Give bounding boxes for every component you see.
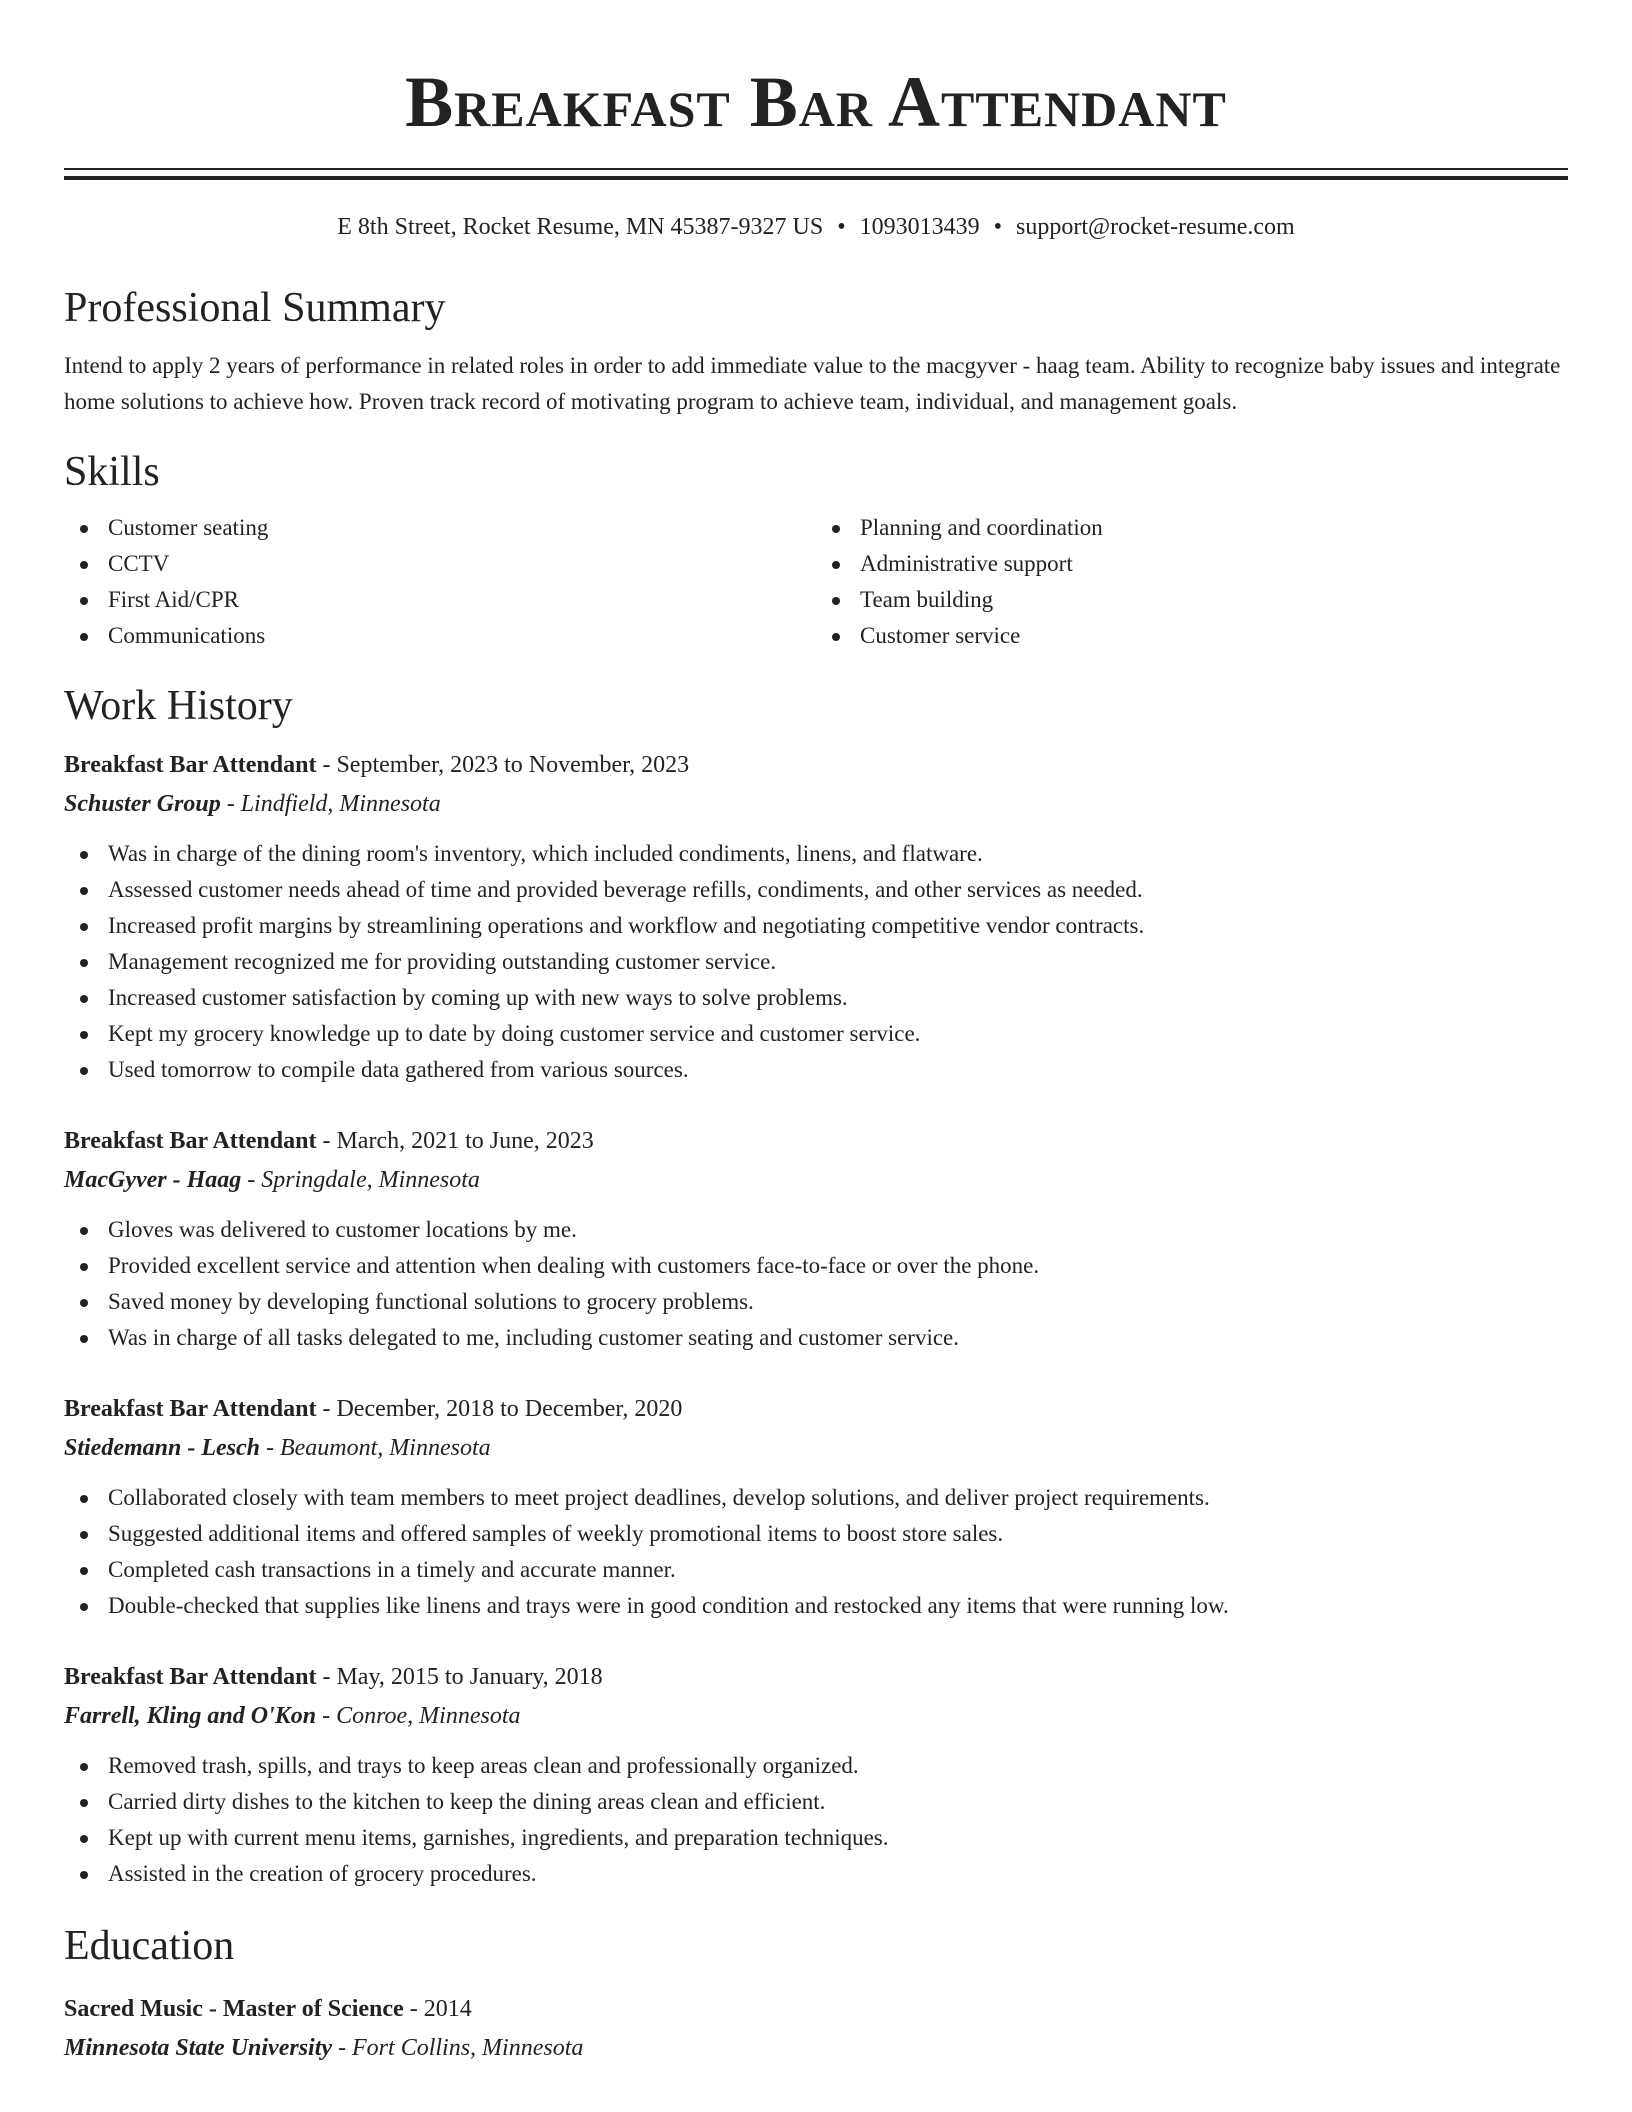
- job-bullet: Used tomorrow to compile data gathered from various sources.: [64, 1052, 1568, 1088]
- education-degree-line: [64, 1990, 1568, 2028]
- job-bullet: Suggested additional items and offered samples of weekly promotional items to boost store sales.: [64, 1516, 1568, 1552]
- skill-item: First Aid/CPR: [64, 582, 816, 618]
- skill-item: Communications: [64, 618, 816, 654]
- job-dates: - May, 2015 to January, 2018: [316, 1664, 603, 1690]
- job-bullet: Removed trash, spills, and trays to keep areas clean and professionally organized.: [64, 1748, 1568, 1784]
- job-title-line: [64, 1122, 1568, 1160]
- job-title: Breakfast Bar Attendant: [64, 752, 317, 778]
- work-history-heading: Work History: [64, 683, 293, 729]
- job-bullet: Provided excellent service and attention when dealing with customers face-to-face or over the phone.: [64, 1248, 1568, 1284]
- education-year: - 2014: [403, 1996, 472, 2022]
- job-bullets: [64, 1748, 1568, 1892]
- job-company: Schuster Group: [64, 791, 221, 817]
- skill-item: Administrative support: [816, 546, 1568, 582]
- job-location: - Beaumont, Minnesota: [260, 1435, 491, 1461]
- job-dates: - March, 2021 to June, 2023: [316, 1128, 594, 1154]
- summary-text: Intend to apply 2 years of performance in related roles in order to add immediate value to the macgyver - haag team. Ability to recognize baby issues and integrate home solutions to achieve how. Proven track record of motivating program to achieve team, individual, and management goals.: [64, 353, 1561, 414]
- education-entry: [64, 1990, 1568, 2068]
- job-bullet: Assisted in the creation of grocery procedures.: [64, 1856, 1568, 1892]
- education-school: Minnesota State University: [64, 2035, 333, 2061]
- job-bullet: Was in charge of all tasks delegated to me, including customer seating and customer service.: [64, 1320, 1568, 1356]
- skill-item: Customer seating: [64, 510, 816, 546]
- job-bullets: [64, 1212, 1568, 1356]
- resume-title: Breakfast Bar Attendant: [405, 62, 1227, 142]
- job-title: Breakfast Bar Attendant: [64, 1396, 317, 1422]
- job-bullet: Management recognized me for providing outstanding customer service.: [64, 944, 1568, 980]
- contact-separator: •: [993, 214, 1003, 240]
- job-company: Farrell, Kling and O'Kon: [64, 1703, 317, 1729]
- skills-heading: Skills: [64, 449, 160, 495]
- job-company: Stiedemann - Lesch: [64, 1435, 260, 1461]
- title-rule-thin: [64, 168, 1568, 170]
- skills-list-left: [64, 510, 816, 654]
- job-title: Breakfast Bar Attendant: [64, 1664, 317, 1690]
- contact-line: [64, 210, 1568, 244]
- job-bullet: Kept up with current menu items, garnishes, ingredients, and preparation techniques.: [64, 1820, 1568, 1856]
- job-title: Breakfast Bar Attendant: [64, 1128, 317, 1154]
- contact-phone: 1093013439: [859, 214, 980, 240]
- job-bullet: Was in charge of the dining room's inventory, which included condiments, linens, and flatware.: [64, 836, 1568, 872]
- education-heading: Education: [64, 1923, 235, 1969]
- skills-columns: [64, 510, 1568, 654]
- job-bullet: Assessed customer needs ahead of time and provided beverage refills, condiments, and other services as needed.: [64, 872, 1568, 908]
- job-dates: - September, 2023 to November, 2023: [316, 752, 690, 778]
- job-title-line: [64, 746, 1568, 784]
- contact-email: support@rocket-resume.com: [1016, 214, 1295, 240]
- job-entry: [64, 1390, 1568, 1624]
- title-rule-thick: [64, 176, 1568, 180]
- job-location: - Lindfield, Minnesota: [220, 791, 441, 817]
- education-school-line: [64, 2028, 1568, 2068]
- education-location: - Fort Collins, Minnesota: [332, 2035, 584, 2061]
- job-location: - Springdale, Minnesota: [241, 1167, 480, 1193]
- skill-item: Customer service: [816, 618, 1568, 654]
- job-bullet: Increased profit margins by streamlining operations and workflow and negotiating competitive vendor contracts.: [64, 908, 1568, 944]
- skills-list-right: [816, 510, 1568, 654]
- skill-item: Planning and coordination: [816, 510, 1568, 546]
- job-location: - Conroe, Minnesota: [316, 1703, 521, 1729]
- job-bullets: [64, 836, 1568, 1088]
- job-company: MacGyver - Haag: [64, 1167, 242, 1193]
- job-bullet: Gloves was delivered to customer locations by me.: [64, 1212, 1568, 1248]
- contact-address: E 8th Street, Rocket Resume, MN 45387-9327 US: [337, 214, 824, 240]
- job-company-line: [64, 1428, 1568, 1468]
- job-entry: [64, 1122, 1568, 1356]
- job-company-line: [64, 784, 1568, 824]
- education-degree: Sacred Music - Master of Science: [64, 1996, 404, 2022]
- job-dates: - December, 2018 to December, 2020: [316, 1396, 683, 1422]
- summary-heading: Professional Summary: [64, 285, 446, 331]
- job-bullet: Carried dirty dishes to the kitchen to keep the dining areas clean and efficient.: [64, 1784, 1568, 1820]
- job-bullet: Increased customer satisfaction by coming up with new ways to solve problems.: [64, 980, 1568, 1016]
- job-entry: [64, 746, 1568, 1088]
- job-bullet: Kept my grocery knowledge up to date by doing customer service and customer service.: [64, 1016, 1568, 1052]
- job-bullet: Saved money by developing functional solutions to grocery problems.: [64, 1284, 1568, 1320]
- job-bullet: Collaborated closely with team members to meet project deadlines, develop solutions, and deliver project requirements.: [64, 1480, 1568, 1516]
- job-bullets: [64, 1480, 1568, 1624]
- job-company-line: [64, 1160, 1568, 1200]
- job-title-line: [64, 1658, 1568, 1696]
- skill-item: Team building: [816, 582, 1568, 618]
- job-company-line: [64, 1696, 1568, 1736]
- job-entry: [64, 1658, 1568, 1892]
- contact-separator: •: [837, 214, 846, 240]
- job-title-line: [64, 1390, 1568, 1428]
- job-bullet: Double-checked that supplies like linens and trays were in good condition and restocked any items that were running low.: [64, 1588, 1568, 1624]
- job-bullet: Completed cash transactions in a timely and accurate manner.: [64, 1552, 1568, 1588]
- skill-item: CCTV: [64, 546, 816, 582]
